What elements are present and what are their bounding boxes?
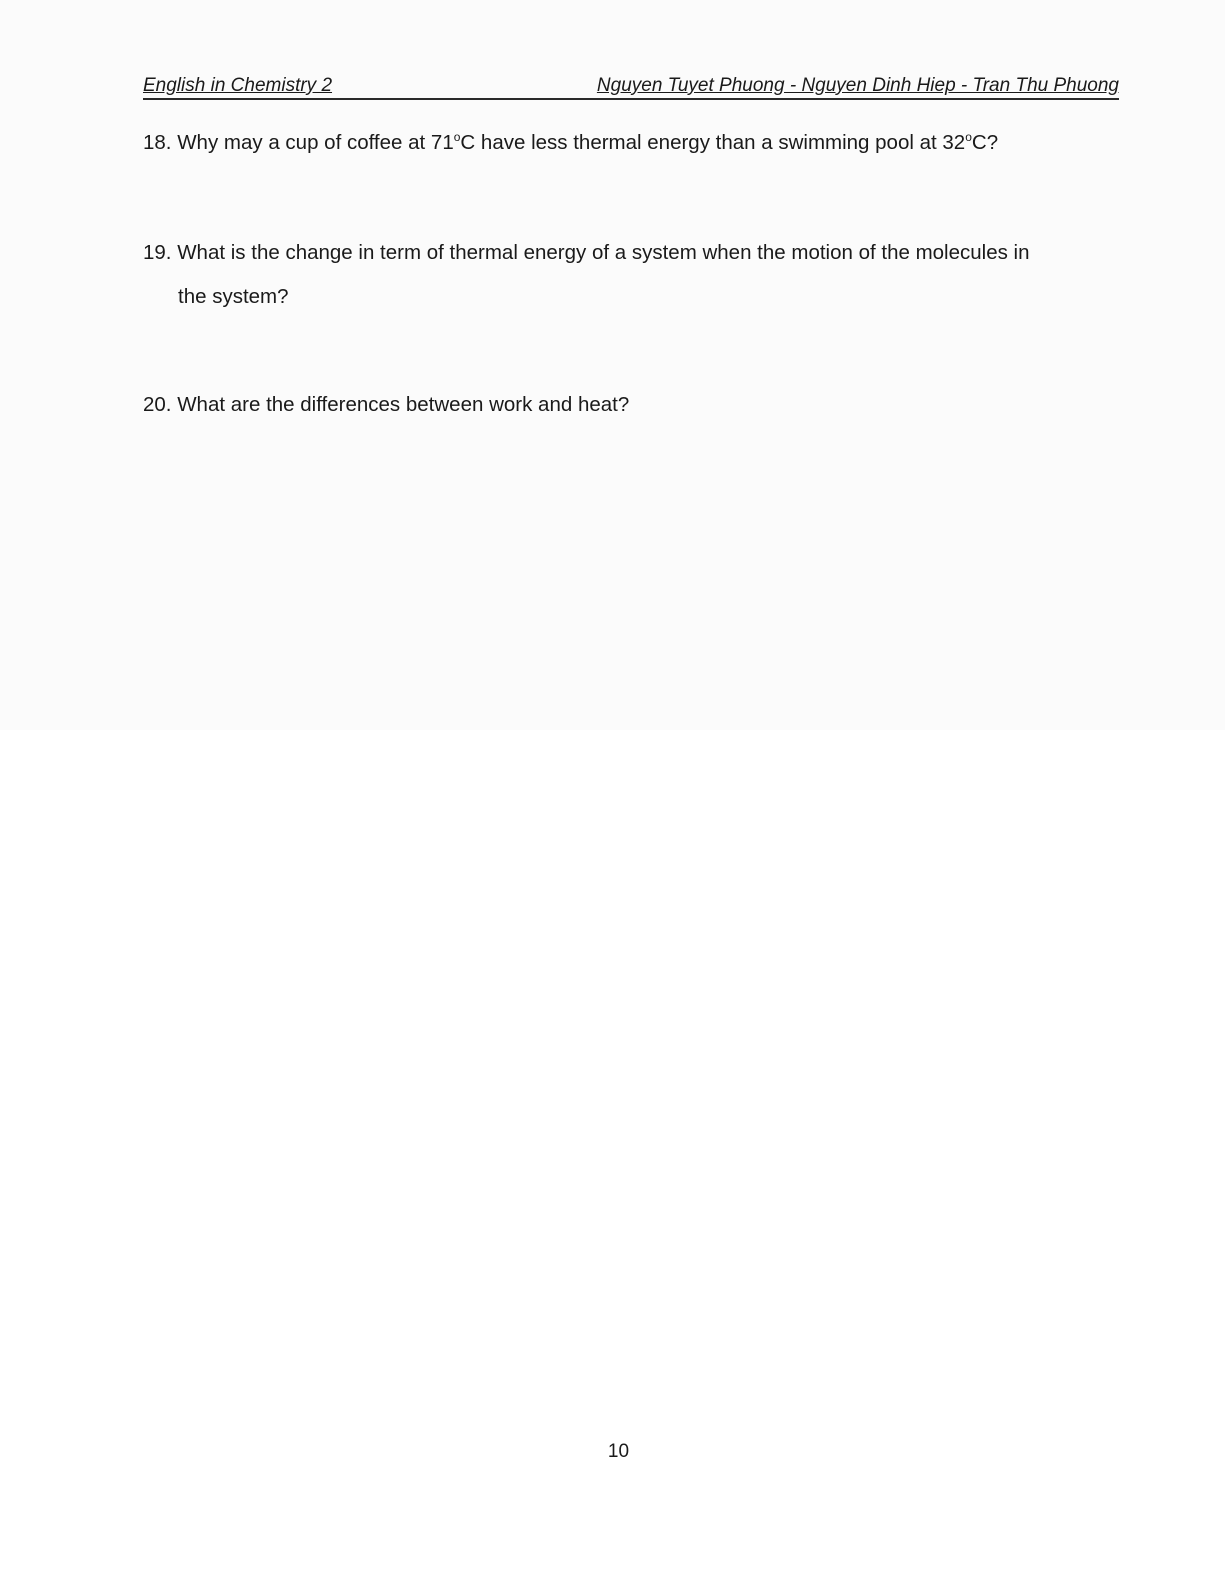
header-authors: Nguyen Tuyet Phuong - Nguyen Dinh Hiep - Tran Thu Phuong (596, 75, 1119, 96)
header-course-title: English in Chemistry 2 (143, 75, 333, 96)
question-18 (143, 121, 1103, 165)
scan-shade (0, 0, 1225, 730)
question-20 (143, 383, 1103, 427)
question-number: 19. (143, 241, 172, 264)
question-number: 20. (143, 393, 172, 416)
degree-symbol: o (453, 130, 461, 145)
degree-symbol: o (965, 130, 972, 145)
question-number: 18. (143, 131, 172, 154)
question-text-continuation: the system? (178, 285, 289, 308)
page-number: 10 (607, 1441, 630, 1462)
running-header (143, 74, 1119, 100)
question-19 (143, 231, 1103, 319)
question-text: What are the differences between work and heat? (177, 393, 630, 416)
question-text: What is the change in term of thermal energy of a system when the motion of the molecules in (177, 241, 1030, 264)
question-text: Why may a cup of coffee at 71$^o$C have less thermal energy than a swimming pool at 32$^o$C? (177, 130, 999, 154)
